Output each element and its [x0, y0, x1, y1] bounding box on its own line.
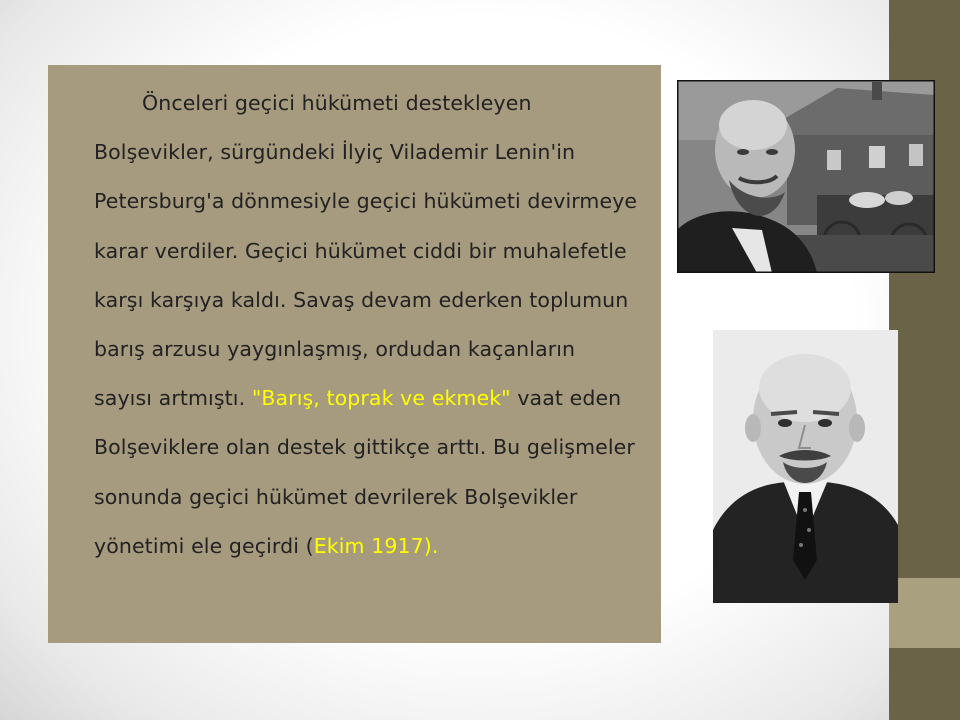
lenin-portrait-photo	[713, 330, 898, 603]
text-panel	[48, 65, 661, 643]
body-paragraph	[94, 79, 639, 571]
lenin-portrait-image	[713, 330, 898, 603]
highlighted-quote: "Barış, toprak ve ekmek"	[251, 386, 511, 411]
paragraph-text-1: Önceleri geçici hükümeti destekleyen Bolşevikler, sürgündeki İlyiç Vilademir Lenin'in Petersburg'a dönmesiyle geçici hükümeti devirmeye karar verdiler. Geçici hükümet ciddi bir muhalefetle karşı karşıya kaldı. Savaş devam ederken toplumun barış arzusu yaygınlaşmış, ordudan kaçanların sayısı artmıştı.	[94, 91, 638, 411]
right-band-accent	[889, 578, 960, 648]
lenin-photo-village	[677, 80, 935, 273]
highlighted-date: Ekim 1917).	[313, 533, 439, 558]
paragraph-text-2: vaat eden Bolşeviklere olan destek gittikçe arttı. Bu gelişmeler sonunda geçici hükümet devrilerek Bolşevikler yönetimi ele geçirdi (	[94, 386, 635, 558]
lenin-photo-village-image	[677, 80, 935, 273]
